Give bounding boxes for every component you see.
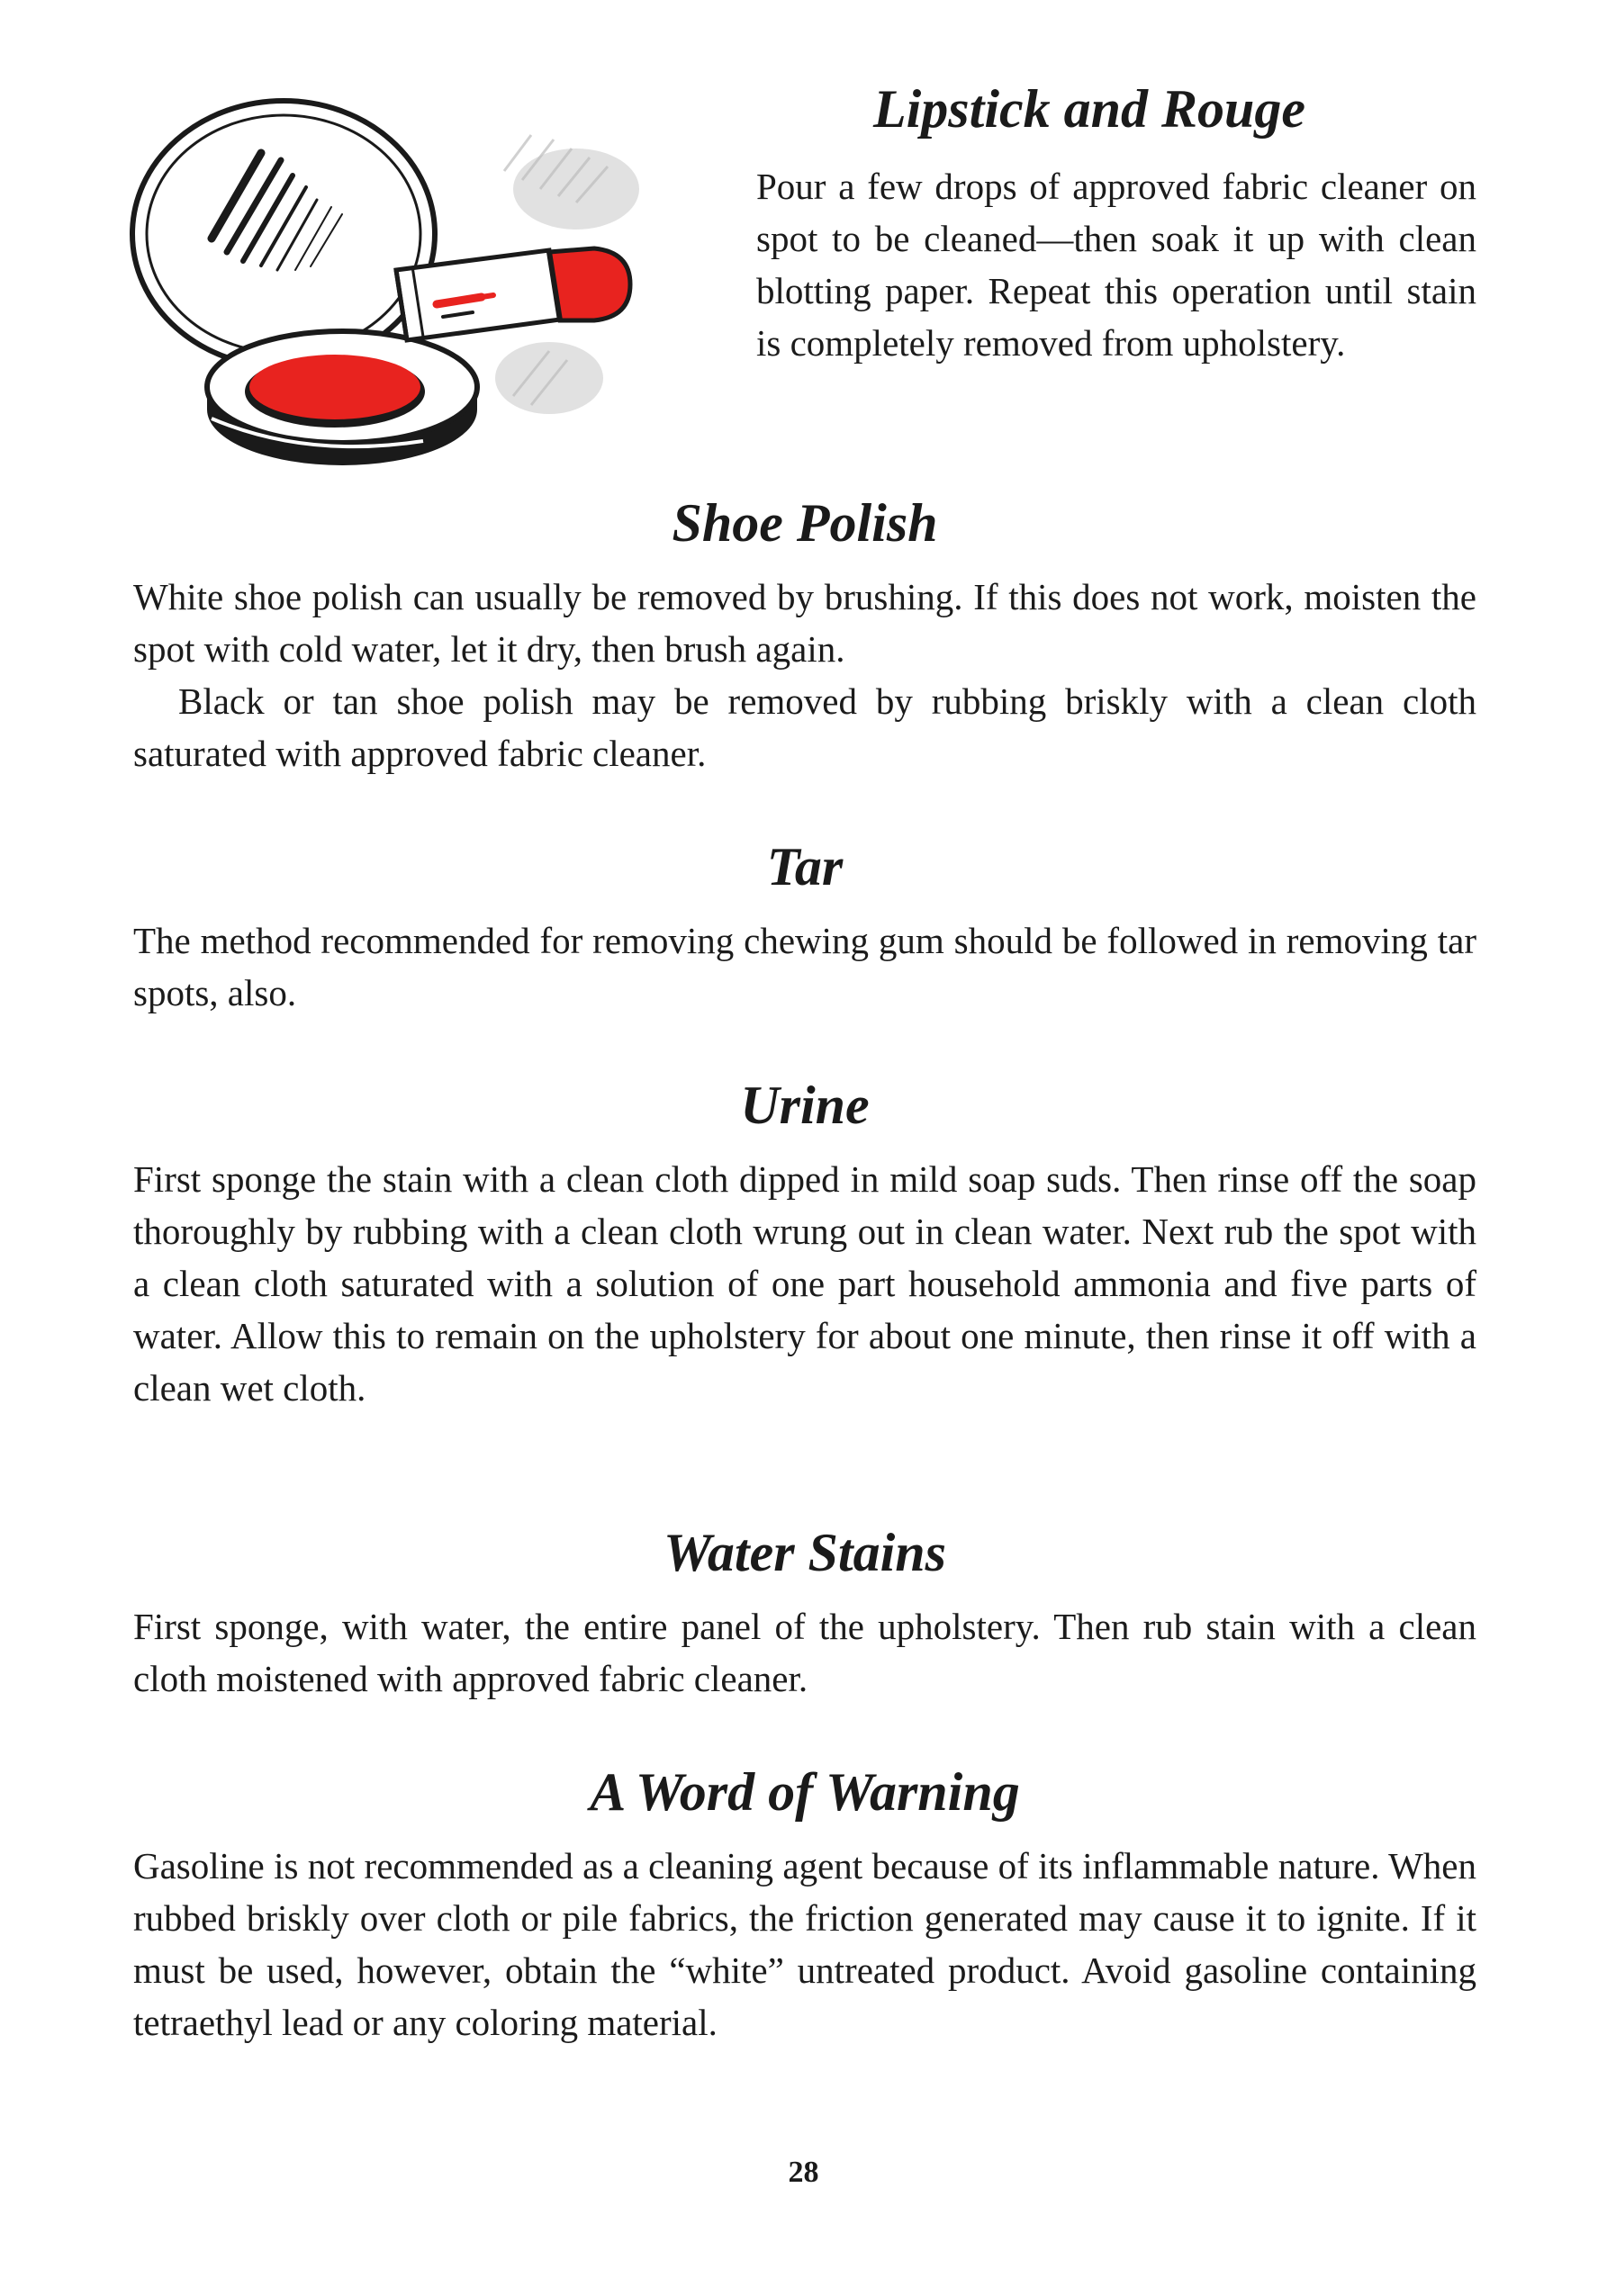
section-tar	[133, 837, 1476, 1019]
section-heading: Lipstick and Rouge	[872, 79, 1306, 139]
section-heading: Shoe Polish	[672, 493, 938, 553]
section-body: Pour a few drops of approved fabric cleaner on spot to be cleaned—then soak it up with clean blotting paper. Repeat this operation until stain is completely removed from upholstery.	[756, 166, 1476, 364]
section-body-paragraph-1: White shoe polish can usually be removed by brushing. If this does not work, moisten the spot with cold water, let it dry, then brush again.	[133, 576, 1476, 670]
compact-and-lipstick-icon	[126, 81, 702, 504]
section-shoe-polish	[133, 493, 1476, 779]
page-number: 28	[788, 2156, 819, 2189]
section-heading: A Word of Warning	[590, 1762, 1020, 1822]
section-water-stains	[133, 1523, 1476, 1705]
section-body: The method recommended for removing chewing gum should be followed in removing tar spots, also.	[133, 920, 1476, 1013]
section-body: Gasoline is not recommended as a cleaning agent because of its inflammable nature. When rubbed briskly over cloth or pile fabrics, the friction generated may cause it to ignite. If it must be used, however, obtain the “white” untreated product. Avoid gasoline containing tetraethyl lead or any coloring material.	[133, 1845, 1476, 2043]
section-body: First sponge the stain with a clean cloth dipped in mild soap suds. Then rinse off the soap thoroughly by rubbing with a clean cloth wrung out in clean water. Next rub the spot with a clean cloth saturated with a solution of one part household ammonia and five parts of water. Allow this to remain on the upholstery for about one minute, then rinse it off with a clean wet cloth.	[133, 1158, 1476, 1409]
section-heading: Water Stains	[664, 1523, 946, 1582]
section-heading: Urine	[740, 1076, 870, 1135]
section-body: First sponge, with water, the entire panel of the upholstery. Then rub stain with a clean cloth moistened with approved fabric cleaner.	[133, 1606, 1476, 1699]
section-urine	[133, 1076, 1476, 1414]
section-heading: Tar	[766, 837, 844, 896]
section-body-paragraph-2: Black or tan shoe polish may be removed by rubbing briskly with a clean cloth saturated with approved fabric cleaner.	[133, 680, 1476, 774]
section-lipstick-and-rouge	[756, 79, 1476, 369]
section-word-of-warning	[133, 1762, 1476, 2048]
